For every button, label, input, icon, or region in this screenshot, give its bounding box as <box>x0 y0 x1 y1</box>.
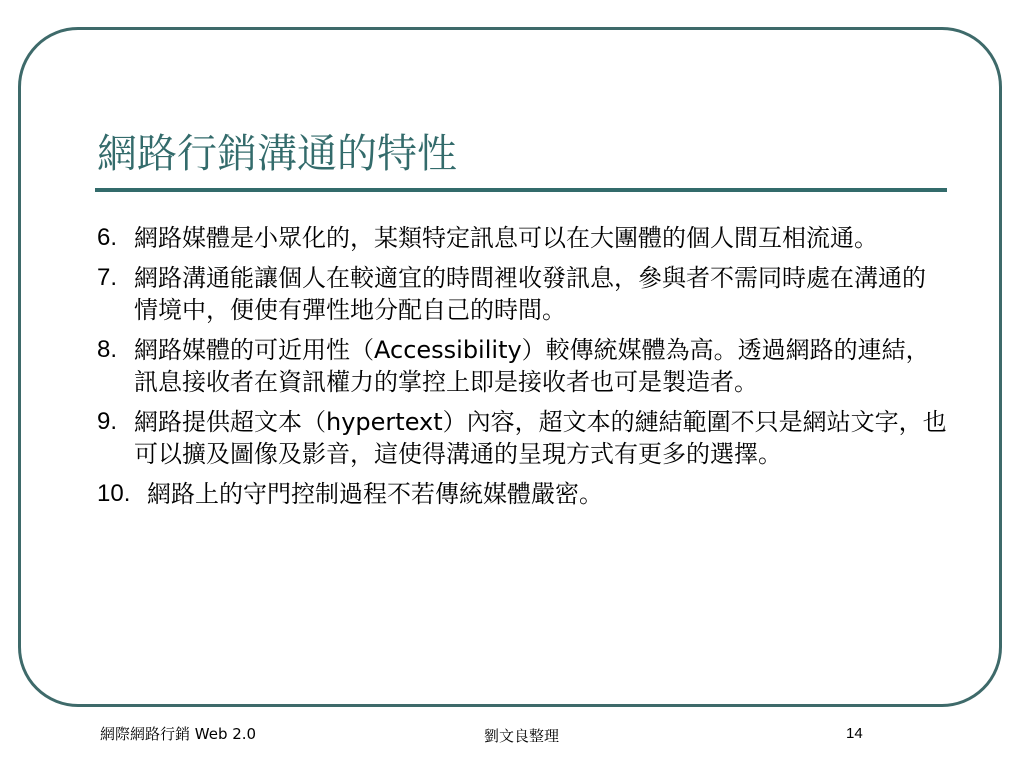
bullet-item-9 <box>97 406 947 470</box>
bullet-item-8 <box>97 334 947 398</box>
bullet-number: 10. <box>97 480 131 507</box>
bullet-number: 6. <box>97 224 118 251</box>
footer-author: 劉文良整理 <box>484 727 560 745</box>
bullet-number: 9. <box>97 408 118 435</box>
bullet-item-6 <box>97 222 947 254</box>
footer-course-title: 網際網路行銷 Web 2.0 <box>100 725 257 743</box>
title-underline <box>95 188 947 192</box>
bullet-number: 8. <box>97 336 118 363</box>
bullet-number: 7. <box>97 264 118 291</box>
slide-title: 網路行銷溝通的特性 <box>97 131 457 177</box>
page-number: 14 <box>846 725 863 742</box>
bullet-list <box>97 222 947 518</box>
bullet-item-7 <box>97 262 947 326</box>
bullet-text: 網路上的守門控制過程不若傳統媒體嚴密。 <box>147 480 603 508</box>
bullet-text: 網路提供超文本（hypertext）內容，超文本的縺結範圍不只是網站文字，也可以擴及圖像及影音，這使得溝通的呈現方式有更多的選擇。 <box>134 408 947 468</box>
bullet-text: 網路媒體的可近用性（Accessibility）較傳統媒體為高。透過網路的連結，訊息接收者在資訊權力的掌控上即是接收者也可是製造者。 <box>134 336 930 396</box>
bullet-text: 網路溝通能讓個人在較適宜的時間裡收發訊息，參與者不需同時處在溝通的情境中，便使有彈性地分配自己的時間。 <box>134 264 926 324</box>
bullet-item-10 <box>97 478 947 510</box>
bullet-text: 網路媒體是小眾化的，某類特定訊息可以在大團體的個人間互相流通。 <box>134 224 878 252</box>
